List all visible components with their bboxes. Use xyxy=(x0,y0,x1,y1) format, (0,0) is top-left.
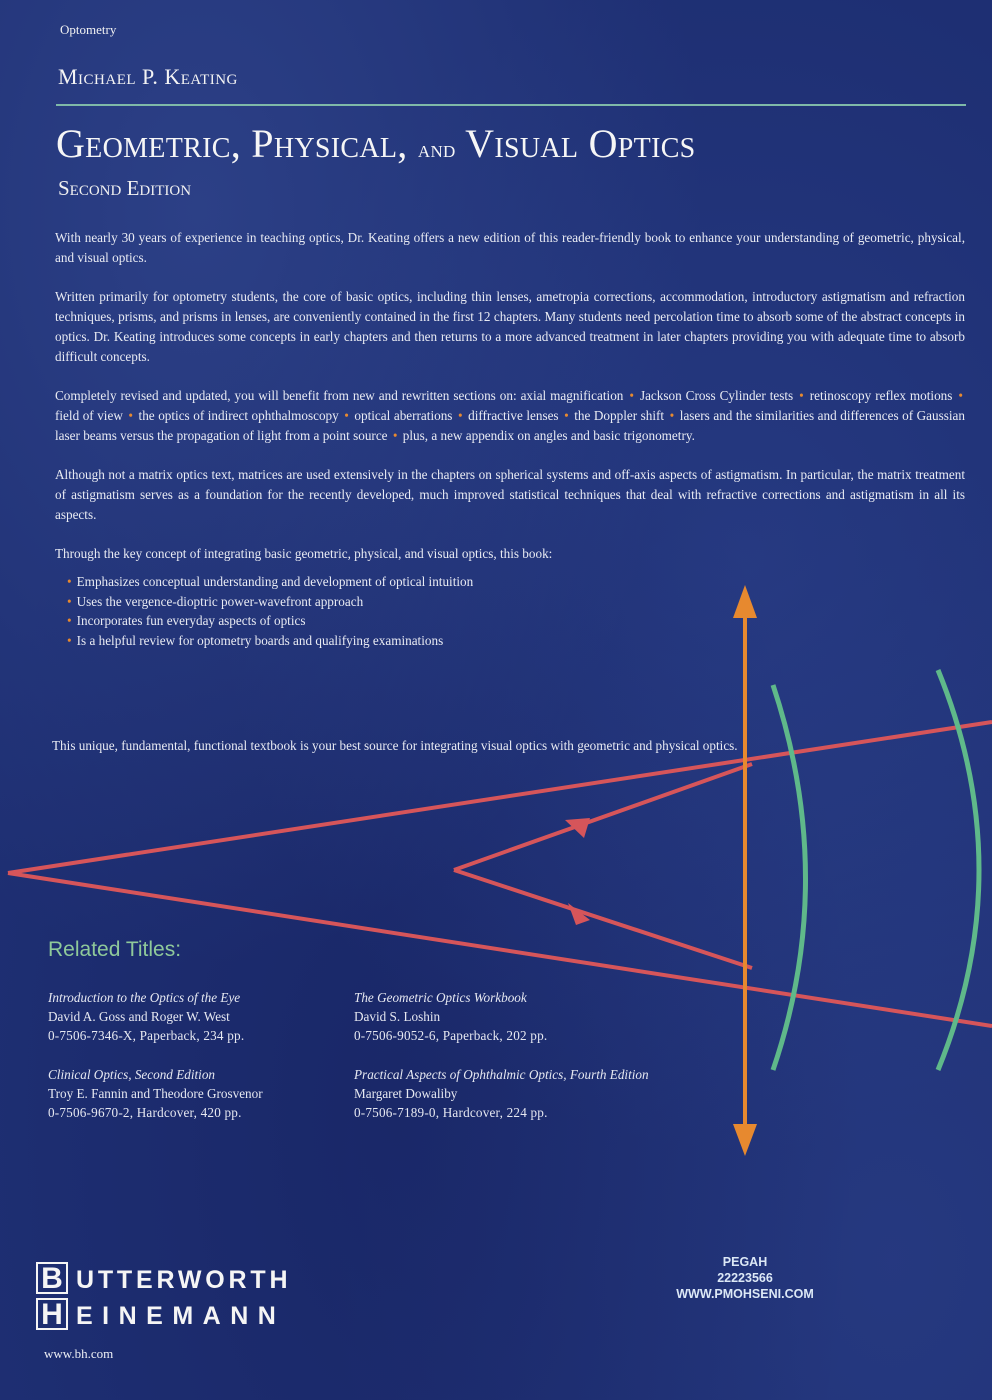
sticker-web: WWW.PMOHSENI.COM xyxy=(676,1287,814,1301)
new-topic: plus, a new appendix on angles and basic trigonometry. xyxy=(402,428,695,443)
related-title xyxy=(48,1065,263,1122)
author-name: Michael P. Keating xyxy=(58,64,238,89)
feature-text: Incorporates fun everyday aspects of optics xyxy=(76,613,306,628)
topic-bullet-icon: • xyxy=(795,388,808,403)
description-block xyxy=(55,228,965,650)
feature-bullet-icon: • xyxy=(67,613,72,628)
feature-item xyxy=(67,592,965,612)
related-title-authors: Margaret Dowaliby xyxy=(354,1086,458,1101)
paragraph-intro: With nearly 30 years of experience in teaching optics, Dr. Keating offers a new edition of this reader-friendly book to enhance your understanding of geometric, physical, and visual optics. xyxy=(55,230,965,265)
edition-label: Second Edition xyxy=(58,176,192,200)
related-title-authors: David S. Loshin xyxy=(354,1009,441,1024)
related-title-isbn: 0-7506-9052-6, Paperback, 202 pp. xyxy=(354,1028,548,1043)
related-title-name: Practical Aspects of Ophthalmic Optics, Fourth Edition xyxy=(354,1067,649,1082)
lens-axis-arrow-bottom xyxy=(733,1124,757,1156)
title-part-3: Visual Optics xyxy=(455,121,696,166)
feature-item xyxy=(67,611,965,631)
new-topic: retinoscopy reflex motions xyxy=(809,388,953,403)
feature-item xyxy=(67,631,965,651)
publisher-initial-h: H xyxy=(36,1298,68,1330)
subject-category: Optometry xyxy=(60,22,117,37)
topic-bullet-icon: • xyxy=(389,428,401,443)
related-title-name: The Geometric Optics Workbook xyxy=(354,990,527,1005)
related-title xyxy=(354,988,547,1045)
new-topic: Jackson Cross Cylinder tests xyxy=(639,388,794,403)
new-topic: diffractive lenses xyxy=(468,408,559,423)
feature-bullet-icon: • xyxy=(67,593,72,609)
related-title-name: Introduction to the Optics of the Eye xyxy=(48,990,241,1005)
title-part-1: Geometric, Physical, xyxy=(56,121,418,166)
related-titles-heading: Related Titles: xyxy=(48,938,182,961)
paragraph-key-concept: Through the key concept of integrating basic geometric, physical, and visual optics, this book: xyxy=(55,546,553,561)
header-rule xyxy=(56,104,966,106)
feature-list xyxy=(55,572,965,650)
sticker-phone: 22223566 xyxy=(717,1271,773,1285)
new-topic: lasers and the similarities and differences of Gaussian laser beams versus the propagation of light from a point source xyxy=(55,408,965,443)
feature-text: Is a helpful review for optometry boards and qualifying examinations xyxy=(76,632,444,648)
topic-bullet-icon: • xyxy=(124,408,137,423)
topic-bullet-icon: • xyxy=(625,388,638,403)
publisher-name-1: UTTERWORTH xyxy=(76,1266,292,1294)
seller-sticker xyxy=(620,1254,870,1302)
topic-bullet-icon: • xyxy=(954,388,963,403)
topic-bullet-icon: • xyxy=(340,408,353,423)
sticker-name: PEGAH xyxy=(722,1255,768,1269)
related-title xyxy=(48,988,244,1045)
paragraph-audience: Written primarily for optometry students, the core of basic optics, including thin lenses, ametropia corrections, accommodation, introductory astigmatism and refraction techniques, prisms, and prisms in lenses, are conveniently contained in the first 12 chapters. Many students need percolation time to absorb some of the abstract concepts in optics. Dr. Keating introduces some concepts in early chapters and then returns to a more advanced treatment in later chapters providing you with adequate time to absorb difficult concepts. xyxy=(55,289,965,364)
related-title-authors: Troy E. Fannin and Theodore Grosvenor xyxy=(48,1086,263,1101)
related-title-isbn: 0-7506-7189-0, Hardcover, 224 pp. xyxy=(354,1105,548,1120)
related-title-isbn: 0-7506-9670-2, Hardcover, 420 pp. xyxy=(48,1105,242,1120)
publisher-initial-b: B xyxy=(36,1262,68,1294)
topic-bullet-icon: • xyxy=(454,408,467,423)
new-topic: optical aberrations xyxy=(354,408,453,423)
book-title xyxy=(56,120,696,167)
new-topic: field of view xyxy=(55,408,123,423)
feature-text: Uses the vergence-dioptric power-wavefront approach xyxy=(76,593,364,609)
title-part-2: and xyxy=(417,137,456,163)
topic-bullet-icon: • xyxy=(666,408,678,423)
topic-bullet-icon: • xyxy=(560,408,573,423)
related-title-name: Clinical Optics, Second Edition xyxy=(48,1067,216,1082)
related-title-authors: David A. Goss and Roger W. West xyxy=(48,1009,230,1024)
closing-statement: This unique, fundamental, functional textbook is your best source for integrating visual optics with geometric and physical optics. xyxy=(52,738,738,753)
related-title xyxy=(354,1065,649,1122)
related-title-isbn: 0-7506-7346-X, Paperback, 234 pp. xyxy=(48,1028,245,1043)
feature-bullet-icon: • xyxy=(67,632,72,648)
new-topic: the Doppler shift xyxy=(574,408,665,423)
publisher-name-2: EINEMANN xyxy=(76,1302,286,1330)
publisher-url: www.bh.com xyxy=(44,1346,114,1361)
lens-surface-left xyxy=(773,685,806,1070)
new-topic: the optics of indirect ophthalmoscopy xyxy=(138,408,339,423)
paragraph-new-topics xyxy=(55,386,965,446)
new-topics-intro: Completely revised and updated, you will benefit from new and rewritten sections on: xyxy=(55,388,521,403)
feature-text: Emphasizes conceptual understanding and development of optical intuition xyxy=(76,574,474,589)
new-topic: axial magnification xyxy=(520,388,624,403)
paragraph-matrix: Although not a matrix optics text, matrices are used extensively in the chapters on spherical systems and off-axis aspects of astigmatism. In particular, the matrix treatment of astigmatism serves as a foundation for the recently developed, much improved statistical techniques that deal with refractive corrections and astigmatism in all its aspects. xyxy=(55,467,965,522)
feature-bullet-icon: • xyxy=(67,574,72,589)
ray-lower-virtual xyxy=(454,870,752,968)
feature-item xyxy=(67,572,965,592)
